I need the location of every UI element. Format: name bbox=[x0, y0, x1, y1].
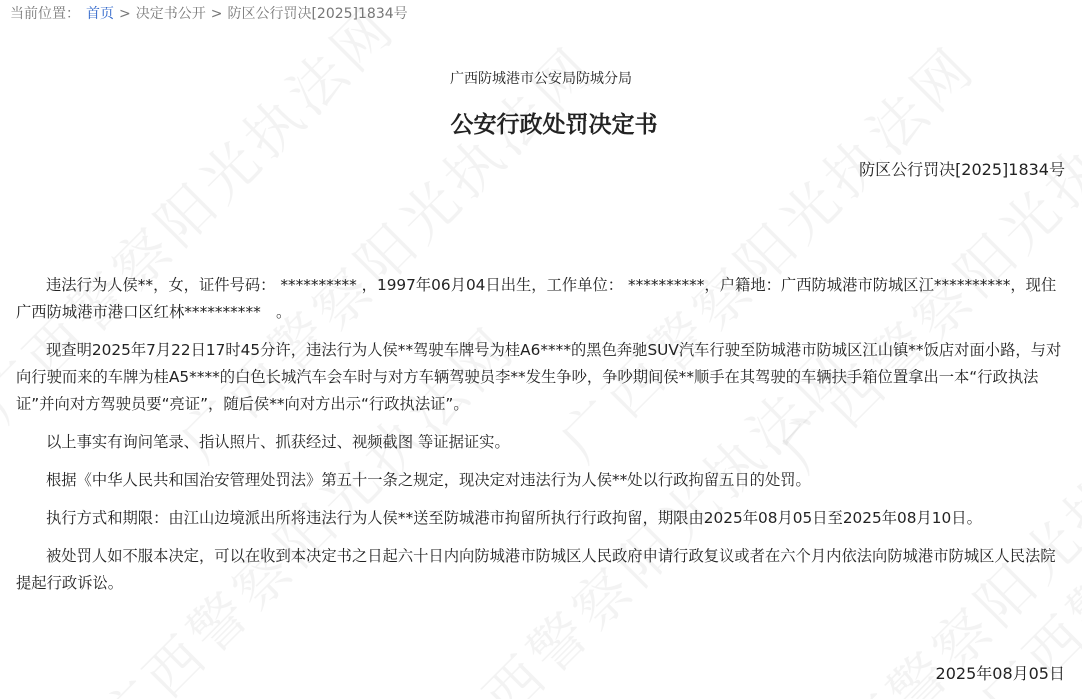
paragraph-legal-basis: 根据《中华人民共和国治安管理处罚法》第五十一条之规定，现决定对违法行为人侯**处以行政拘留五日的处罚。 bbox=[46, 471, 811, 489]
breadcrumb-prefix: 当前位置： bbox=[10, 6, 80, 22]
breadcrumb-separator: > bbox=[119, 6, 131, 22]
breadcrumb bbox=[10, 3, 408, 23]
document-date: 2025年08月05日 bbox=[935, 664, 1065, 683]
document-body bbox=[16, 272, 1066, 608]
document-number: 防区公行罚决[2025]1834号 bbox=[859, 160, 1065, 179]
issuing-organization: 广西防城港市公安局防城分局 bbox=[450, 71, 632, 87]
paragraph-appeal-rights: 被处罚人如不服本决定，可以在收到本决定书之日起六十日内向防城港市防城区人民政府申请行政复议或者在六个月内依法向防城港市防城区人民法院提起行政诉讼。 bbox=[16, 547, 1056, 592]
paragraph-facts: 现查明2025年7月22日17时45分许，违法行为人侯**驾驶车牌号为桂A6****的黑色奔驰SUV汽车行驶至防城港市防城区江山镇**饭店对面小路，与对向行驶而来的车牌为桂A5****的白色长城汽车会车时与对方车辆驾驶员李**发生争吵，争吵期间侯**顺手在其驾驶的车辆扶手箱位置拿出一本“行政执法证”并向对方驾驶员要“亮证”，随后侯**向对方出示“行政执法证”。 bbox=[16, 341, 1062, 413]
breadcrumb-home-link[interactable]: 首页 bbox=[86, 6, 114, 22]
breadcrumb-item-decisions[interactable]: 决定书公开 bbox=[135, 6, 206, 22]
paragraph-offender-info: 违法行为人侯**，女，证件号码： ********** ，1997年06月04日出生，工作单位： **********，户籍地：广西防城港市防城区江**********，现住 广西防城港市港口区红林********** 。 bbox=[16, 276, 1057, 321]
breadcrumb-item-current: 防区公行罚决[2025]1834号 bbox=[227, 6, 408, 22]
document-title: 公安行政处罚决定书 bbox=[450, 112, 658, 138]
paragraph-execution: 执行方式和期限：由江山边境派出所将违法行为人侯**送至防城港市拘留所执行行政拘留，期限由2025年08月05日至2025年08月10日。 bbox=[46, 509, 982, 527]
breadcrumb-separator: > bbox=[210, 6, 223, 22]
paragraph-evidence: 以上事实有询问笔录、指认照片、抓获经过、视频截图 等证据证实。 bbox=[46, 433, 510, 451]
